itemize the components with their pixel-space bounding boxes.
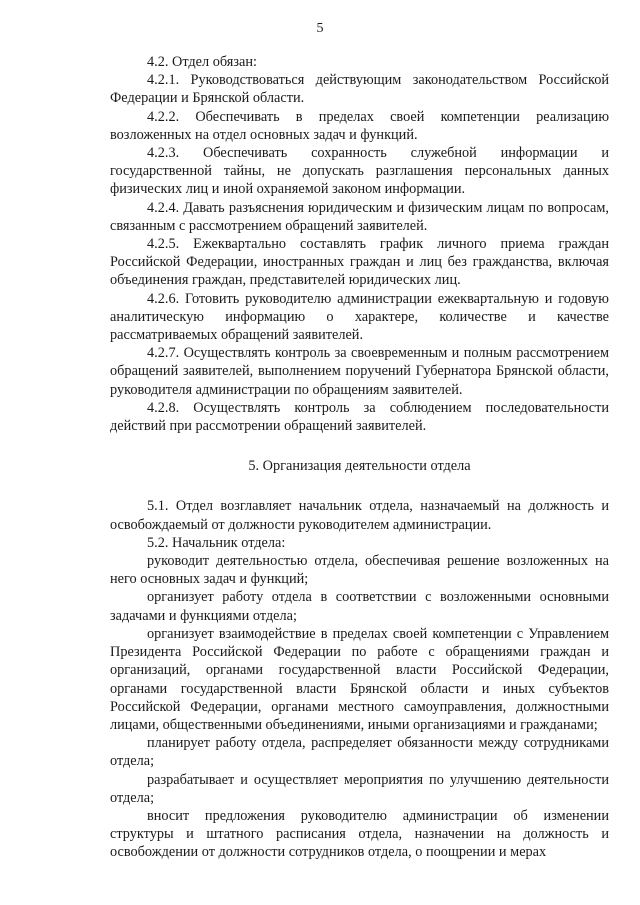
paragraph-4-2-8: 4.2.8. Осуществлять контроль за соблюдением последовательности действий при рассмотрении обращений заявителей. — [110, 399, 609, 435]
paragraph-4-2-7: 4.2.7. Осуществлять контроль за своевременным и полным рассмотрением обращений заявителей, выполнением поручений Губернатора Брянской области, руководителя администрации по обращениям заявителей. — [110, 345, 609, 398]
list-item: разрабатывает и осуществляет мероприятия по улучшению деятельности отдела; — [110, 771, 609, 806]
list-item: планирует работу отдела, распределяет обязанности между сотрудниками отдела; — [110, 735, 609, 770]
page-number: 5 — [316, 21, 324, 36]
document-body — [110, 53, 609, 862]
list-item: руководит деятельностью отдела, обеспечивая решение возложенных на него основных задач и функций; — [110, 553, 609, 588]
list-item: организует взаимодействие в пределах своей компетенции с Управлением Президента Российской Федерации по работе с обращениями граждан и организаций, органами государственной власти Российской Федерации, органами государственной власти Брянской области и иных субъектов Российской Федерации, органами местного самоуправления, должностными лицами, общественными объединениями, иными организациями и гражданами; — [110, 625, 609, 733]
paragraph-4-2-1: 4.2.1. Руководствоваться действующим законодательством Российской Федерации и Брянской области. — [110, 72, 609, 107]
paragraph-4-2-3: 4.2.3. Обеспечивать сохранность служебной информации и государственной тайны, не допускать разглашения персональных данных физических лиц и иной охраняемой законом информации. — [110, 145, 609, 198]
list-item: организует работу отдела в соответствии с возложенными основными задачами и функциями отдела; — [110, 589, 609, 624]
list-item: вносит предложения руководителю администрации об изменении структуры и штатного расписания отдела, назначении на должность и освобождении от должности сотрудников отдела, о поощрении и мерах — [110, 807, 609, 861]
paragraph-4-2: 4.2. Отдел обязан: — [147, 54, 257, 70]
paragraph-4-2-2: 4.2.2. Обеспечивать в пределах своей компетенции реализацию возложенных на отдел основных задач и функций. — [110, 108, 609, 143]
section-heading: 5. Организация деятельности отдела — [248, 458, 471, 475]
paragraph-5-1: 5.1. Отдел возглавляет начальник отдела, назначаемый на должность и освобождаемый от должности руководителем администрации. — [110, 498, 609, 533]
paragraph-4-2-4: 4.2.4. Давать разъяснения юридическим и физическим лицам по вопросам, связанным с рассмотрением обращений заявителей. — [110, 199, 609, 234]
paragraph-4-2-6: 4.2.6. Готовить руководителю администрации ежеквартальную и годовую аналитическую информацию о характере, количестве и качестве рассматриваемых обращений заявителей. — [110, 290, 609, 344]
paragraph-5-2: 5.2. Начальник отдела: — [147, 534, 286, 551]
paragraph-4-2-5: 4.2.5. Ежеквартально составлять график личного приема граждан Российской Федерации, иностранных граждан и лиц без гражданства, включая объединения граждан, представителей юридических лиц. — [110, 236, 609, 289]
